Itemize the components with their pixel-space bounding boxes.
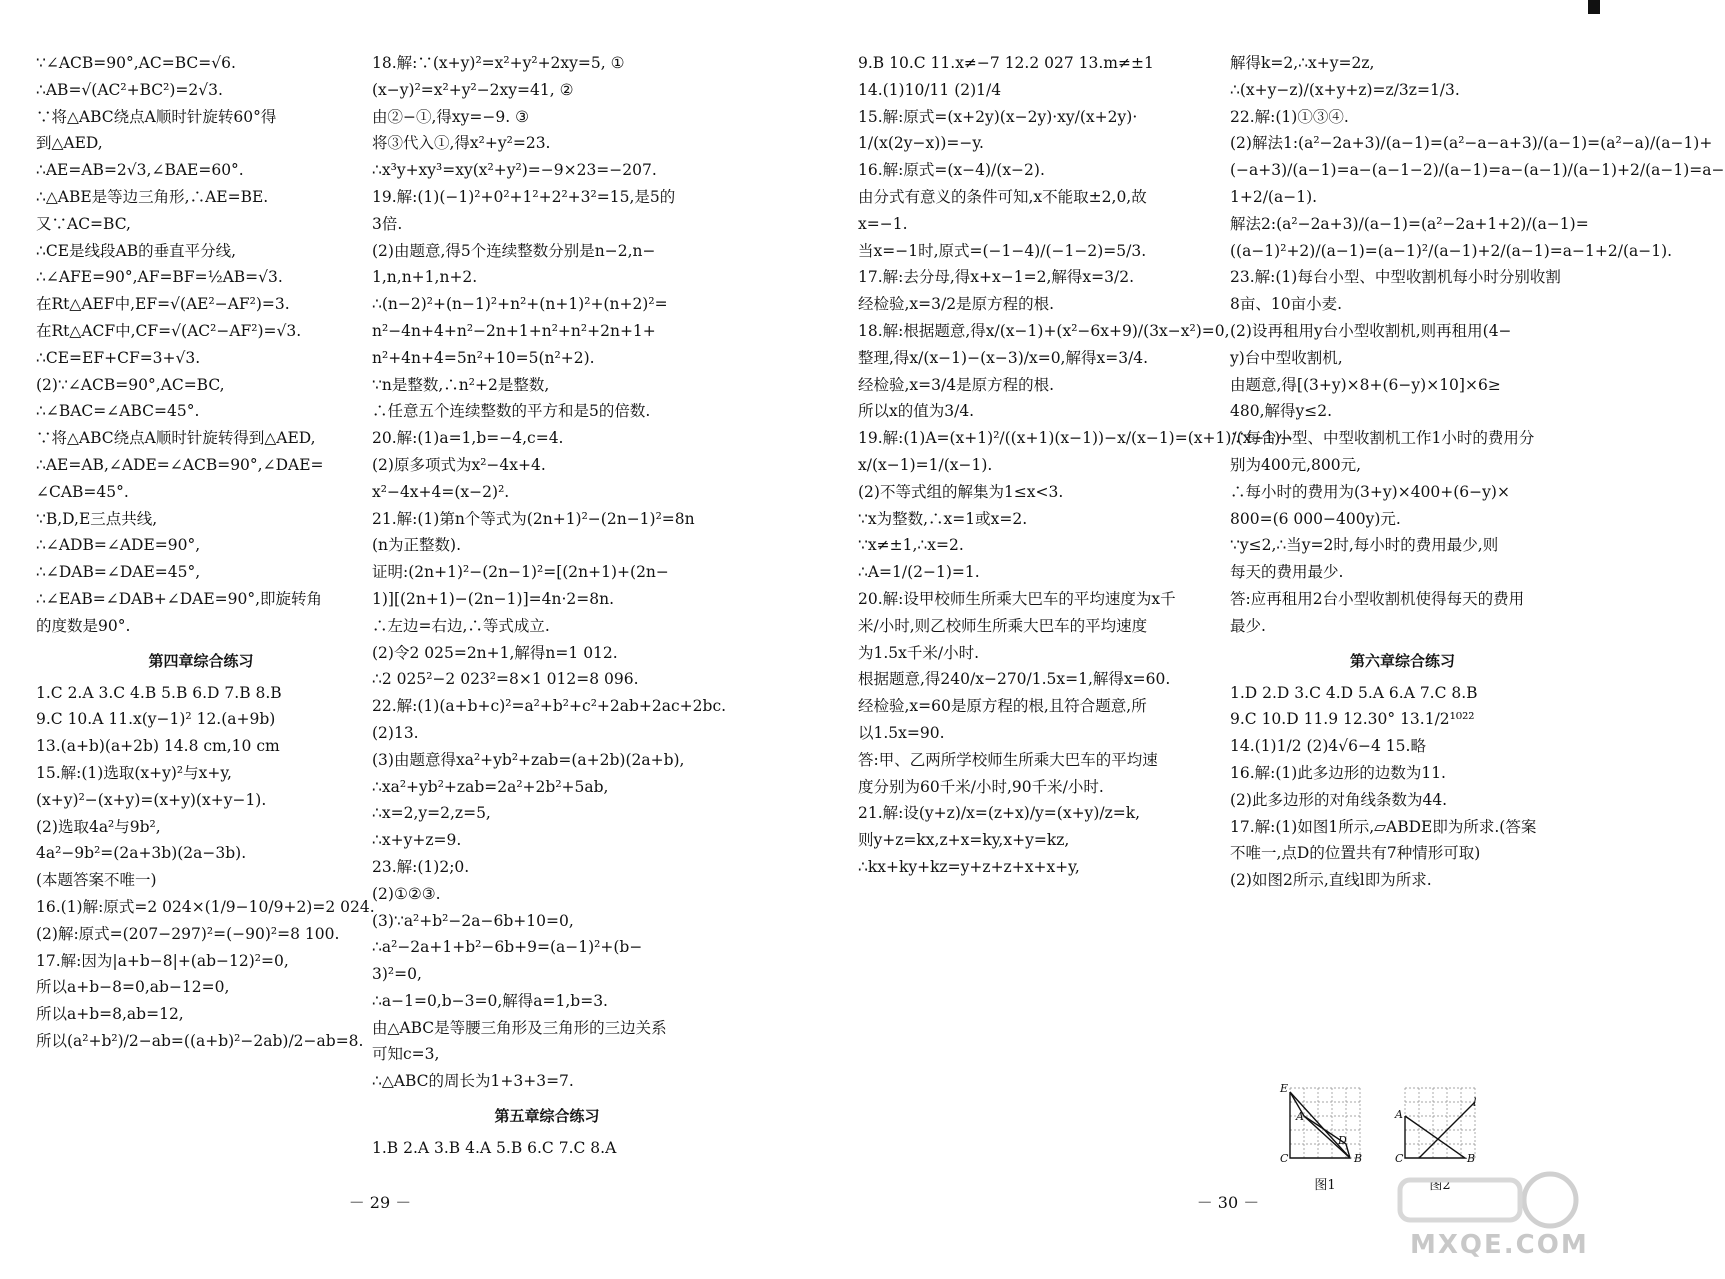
answer-line: 由②−①,得xy=−9. ③ [372, 107, 529, 126]
answer-line: ∴△ABC的周长为1+3+3=7. [372, 1072, 574, 1091]
answer-line: ∴xa²+yb²+zab=2a²+2b²+5ab, [372, 777, 609, 796]
answer-line: 20.解:(1)a=1,b=−4,c=4. [372, 429, 564, 448]
answer-line: ∵∠ACB=90°,AC=BC=√6. [36, 54, 236, 72]
answer-line: 9.B 10.C 11.x≠−7 12.2 027 13.m≠±1 [858, 54, 1154, 72]
answer-line: (2)①②③. [372, 884, 441, 903]
answer-line: 米/小时,则乙校师生所乘大巴车的平均速度 [858, 616, 1148, 635]
column-1 [36, 50, 375, 1055]
answer-line: x/(x−1)=1/(x−1). [858, 455, 993, 474]
figure-1 [1280, 1080, 1370, 1193]
answer-line: 经检验,x=3/2是原方程的根. [858, 295, 1055, 314]
answer-line: (2)解法1:(a²−2a+3)/(a−1)=(a²−a−a+3)/(a−1)=(a²−a)/(a−1)+ [1230, 134, 1713, 153]
answer-line: ∴x=2,y=2,z=5, [372, 804, 491, 823]
answer-line: ∵x≠±1,∴x=2. [858, 536, 964, 555]
answer-line: 证明:(2n+1)²−(2n−1)²=[(2n+1)+(2n− [372, 563, 669, 582]
answer-line: ∴CE是线段AB的垂直平分线, [36, 241, 237, 260]
answer-line: 1/(x(2y−x))=−y. [858, 134, 984, 153]
answer-line: 经检验,x=3/4是原方程的根. [858, 375, 1055, 394]
answer-line: 15.解:(1)选取(x+y)²与x+y, [36, 763, 232, 782]
answer-line: 9.C 10.A 11.x(y−1)² 12.(a+9b) [36, 710, 276, 729]
answer-line: ∴∠EAB=∠DAB+∠DAE=90°,即旋转角 [36, 589, 323, 608]
answer-line: ∴△ABE是等边三角形,∴AE=BE. [36, 187, 269, 206]
answer-line: (3)由题意得xa²+yb²+zab=(a+2b)(2a+b), [372, 750, 685, 769]
answer-line: ∴左边=右边,∴等式成立. [372, 616, 550, 635]
answer-line: 1.C 2.A 3.C 4.B 5.B 6.D 7.B 8.B [36, 683, 282, 702]
answer-line: 所以(a²+b²)/2−ab=((a+b)²−2ab)/2−ab=8. [36, 1031, 364, 1050]
answer-line: (x+y)²−(x+y)=(x+y)(x+y−1). [36, 790, 267, 809]
answer-line: 22.解:(1)(a+b+c)²=a²+b²+c²+2ab+2ac+2bc. [372, 697, 727, 716]
answer-line: (2)∵∠ACB=90°,AC=BC, [36, 375, 225, 394]
answer-line: 所以a+b=8,ab=12, [36, 1005, 184, 1024]
watermark-text: MXQE.COM [1410, 1230, 1589, 1260]
answer-line: 所以a+b−8=0,ab−12=0, [36, 978, 230, 997]
answer-line: ∵将△ABC绕点A顺时针旋转得到△AED, [36, 429, 316, 448]
page-number-right: － 30 － [1196, 1193, 1260, 1212]
answer-line: ∴每小时的费用为(3+y)×400+(6−y)× [1230, 482, 1510, 501]
answer-line: x²−4x+4=(x−2)². [372, 482, 510, 501]
figure-1-caption: 图1 [1314, 1178, 1336, 1193]
answer-line: (2)原多项式为x²−4x+4. [372, 455, 546, 474]
answer-line: 16.(1)解:原式=2 024×(1/9−10/9+2)=2 024. [36, 897, 375, 916]
column-2 [372, 50, 727, 1162]
fig1-label-d: D [1338, 1134, 1347, 1147]
page-number-left: － 29 － [348, 1193, 412, 1212]
answer-line: 20.解:设甲校师生所乘大巴车的平均速度为x千 [858, 589, 1176, 608]
answer-line: (2)解:原式=(207−297)²=(−90)²=8 100. [36, 924, 340, 943]
answer-line: n²−4n+4+n²−2n+1+n²+n²+2n+1+ [372, 321, 656, 340]
answer-line: 由分式有意义的条件可知,x不能取±2,0,故 [858, 187, 1147, 206]
answer-line: 1)][(2n+1)−(2n−1)]=4n·2=8n. [372, 589, 614, 608]
answer-line: 1.D 2.D 3.C 4.D 5.A 6.A 7.C 8.B [1230, 683, 1478, 702]
answer-line: 在Rt△AEF中,EF=√(AE²−AF²)=3. [36, 295, 290, 314]
answer-line: 当x=−1时,原式=(−1−4)/(−1−2)=5/3. [858, 241, 1147, 260]
answer-line: ∴∠DAB=∠DAE=45°, [36, 563, 201, 582]
figure-2-caption: 图2 [1429, 1178, 1451, 1193]
answer-line: ∵每台小型、中型收割机工作1小时的费用分 [1230, 429, 1535, 448]
answer-line: 解法2:(a²−2a+3)/(a−1)=(a²−2a+1+2)/(a−1)= [1230, 214, 1589, 233]
fig2-label-l: l [1473, 1096, 1477, 1109]
answer-line: 解得k=2,∴x+y=2z, [1230, 54, 1375, 72]
answer-line: 1.B 2.A 3.B 4.A 5.B 6.C 7.C 8.A [372, 1139, 617, 1158]
fig1-label-e: E [1280, 1082, 1289, 1095]
answer-line: ∴CE=EF+CF=3+√3. [36, 348, 201, 367]
answer-line: 14.(1)1/2 (2)4√6−4 15.略 [1230, 737, 1426, 756]
answer-line: ∴a−1=0,b−3=0,解得a=1,b=3. [372, 991, 608, 1010]
answer-line: ∠CAB=45°. [36, 482, 129, 501]
fig1-label-a: A [1296, 1110, 1304, 1123]
answer-line: 19.解:(1)A=(x+1)²/((x+1)(x−1))−x/(x−1)=(x+1)/(x−1)− [858, 429, 1294, 448]
fig2-label-c: C [1395, 1152, 1404, 1165]
answer-line: ∴AE=AB=2√3,∠BAE=60°. [36, 161, 244, 180]
answer-line: 1,n,n+1,n+2. [372, 268, 478, 287]
answer-line: (n为正整数). [372, 536, 462, 555]
answer-line: 3倍. [372, 214, 403, 233]
answer-line: ∵y≤2,∴当y=2时,每小时的费用最少,则 [1230, 536, 1499, 555]
chapter-heading: 第六章综合练习 [1349, 651, 1455, 670]
answer-line: (2)此多边形的对角线条数为44. [1230, 790, 1448, 809]
answer-line: 15.解:原式=(x+2y)(x−2y)·xy/(x+2y)· [858, 107, 1138, 126]
answer-line: 则y+z=kx,z+x=ky,x+y=kz, [858, 831, 1070, 850]
answer-line: 将③代入①,得x²+y²=23. [372, 134, 551, 153]
answer-line: ∴∠ADB=∠ADE=90°, [36, 536, 201, 555]
answer-line: (−a+3)/(a−1)=a−(a−1−2)/(a−1)=a−(a−1)/(a−1)+2/(a−1)=a− [1230, 161, 1725, 180]
answer-line: 13.(a+b)(a+2b) 14.8 cm,10 cm [36, 737, 280, 756]
answer-line: 可知c=3, [372, 1045, 440, 1064]
answer-line: ∴x³y+xy³=xy(x²+y²)=−9×23=−207. [372, 161, 657, 180]
answer-line: 答:甲、乙两所学校师生所乘大巴车的平均速 [858, 750, 1158, 769]
answer-line: (x−y)²=x²+y²−2xy=41, ② [372, 80, 574, 99]
answer-line: 所以x的值为3/4. [858, 402, 975, 421]
corner-mark [1588, 0, 1600, 14]
answer-line: 由△ABC是等腰三角形及三角形的三边关系 [372, 1018, 667, 1037]
answer-line: ∴(x+y−z)/(x+y+z)=z/3z=1/3. [1230, 80, 1460, 99]
answer-line: ∴a²−2a+1+b²−6b+9=(a−1)²+(b− [372, 938, 643, 957]
figure-2 [1395, 1080, 1485, 1193]
answer-line: ∴∠AFE=90°,AF=BF=½AB=√3. [36, 268, 283, 287]
answer-line: 以1.5x=90. [858, 723, 945, 742]
fig2-label-b: B [1467, 1152, 1476, 1165]
answer-line: 别为400元,800元, [1230, 455, 1362, 474]
answer-line: 整理,得x/(x−1)−(x−3)/x=0,解得x=3/4. [858, 348, 1149, 367]
answer-line: 经检验,x=60是原方程的根,且符合题意,所 [858, 697, 1147, 716]
answer-line: (2)令2 025=2n+1,解得n=1 012. [372, 643, 618, 662]
answer-line: ∵n是整数,∴n²+2是整数, [372, 375, 550, 394]
answer-line: ∴A=1/(2−1)=1. [858, 563, 980, 582]
watermark [1380, 1170, 1590, 1270]
answer-line: 18.解:根据题意,得x/(x−1)+(x²−6x+9)/(3x−x²)=0, [858, 321, 1230, 340]
answer-line: n²+4n+4=5n²+10=5(n²+2). [372, 348, 595, 367]
answer-line: 17.解:因为|a+b−8|+(ab−12)²=0, [36, 951, 289, 970]
answer-line: (3)∵a²+b²−2a−6b+10=0, [372, 911, 574, 930]
fig1-label-c: C [1280, 1152, 1289, 1165]
answer-line: 14.(1)10/11 (2)1/4 [858, 80, 1002, 99]
answer-line: ∴AB=√(AC²+BC²)=2√3. [36, 80, 223, 99]
answer-line: (2)不等式组的解集为1≤x<3. [858, 482, 1064, 501]
answer-line: 23.解:(1)每台小型、中型收割机每小时分别收割 [1230, 268, 1561, 287]
answer-line: 4a²−9b²=(2a+3b)(2a−3b). [36, 844, 247, 863]
answer-line: 17.解:去分母,得x+x−1=2,解得x=3/2. [858, 268, 1134, 287]
answer-line: 度分别为60千米/小时,90千米/小时. [858, 777, 1104, 796]
answer-line: 21.解:(1)第n个等式为(2n+1)²−(2n−1)²=8n [372, 509, 695, 528]
answer-line: ∵B,D,E三点共线, [36, 509, 158, 528]
answer-line: 8亩、10亩小麦. [1230, 295, 1343, 314]
answer-line: ∴AE=AB,∠ADE=∠ACB=90°,∠DAE= [36, 455, 324, 474]
watermark-logo-icon [1380, 1170, 1580, 1230]
answer-line: ∴任意五个连续整数的平方和是5的倍数. [372, 402, 651, 421]
answer-line: 答:应再租用2台小型收割机使得每天的费用 [1230, 589, 1525, 608]
answer-line: 21.解:设(y+z)/x=(z+x)/y=(x+y)/z=k, [858, 804, 1141, 823]
answer-line: 的度数是90°. [36, 616, 131, 635]
answer-line: 17.解:(1)如图1所示,▱ABDE即为所求.(答案 [1230, 817, 1537, 836]
answer-line: ∴∠BAC=∠ABC=45°. [36, 402, 200, 421]
answer-line: (2)由题意,得5个连续整数分别是n−2,n− [372, 241, 656, 260]
answer-line: ∴kx+ky+kz=y+z+z+x+x+y, [858, 857, 1080, 876]
answer-line: 又∵AC=BC, [36, 214, 131, 233]
answer-line: 由题意,得[(3+y)×8+(6−y)×10]×6≥ [1230, 375, 1501, 394]
answer-line: 为1.5x千米/小时. [858, 643, 980, 662]
answer-line: ((a−1)²+2)/(a−1)=(a−1)²/(a−1)+2/(a−1)=a−1+2/(a−1). [1230, 241, 1673, 260]
right-page [840, 0, 1725, 1279]
answer-line: (2)13. [372, 723, 419, 742]
answer-line: 480,解得y≤2. [1230, 402, 1333, 421]
fig1-label-b: B [1354, 1152, 1363, 1165]
answer-line: x=−1. [858, 214, 908, 233]
answer-line: 16.解:原式=(x−4)/(x−2). [858, 161, 1045, 180]
answer-line: ∴(n−2)²+(n−1)²+n²+(n+1)²+(n+2)²= [372, 295, 668, 314]
answer-line: 19.解:(1)(−1)²+0²+1²+2²+3²=15,是5的 [372, 187, 676, 206]
answer-line: 最少. [1230, 616, 1266, 635]
fig2-label-a: A [1395, 1108, 1403, 1121]
answer-line: (2)选取4a²与9b², [36, 817, 161, 836]
answer-line: 到△AED, [36, 134, 103, 153]
left-page [0, 0, 760, 1279]
answer-line: 不唯一,点D的位置共有7种情形可取) [1230, 844, 1481, 863]
answer-line: (2)设再租用y台小型收割机,则再租用(4− [1230, 321, 1512, 340]
answer-line: 16.解:(1)此多边形的边数为11. [1230, 763, 1446, 782]
answer-line: 9.C 10.D 11.9 12.30° 13.1/2¹⁰²² [1230, 710, 1475, 729]
chapter-heading: 第四章综合练习 [148, 651, 254, 670]
answer-line: 1+2/(a−1). [1230, 187, 1318, 206]
answer-line: 23.解:(1)2;0. [372, 857, 470, 876]
chapter-heading: 第五章综合练习 [494, 1107, 600, 1126]
answer-line: ∴2 025²−2 023²=8×1 012=8 096. [372, 670, 639, 689]
answer-line: ∵x为整数,∴x=1或x=2. [858, 509, 1028, 528]
answer-line: 每天的费用最少. [1230, 563, 1344, 582]
column-4 [1230, 50, 1725, 894]
answer-line: (2)如图2所示,直线l即为所求. [1230, 871, 1432, 890]
answer-line: 3)²=0, [372, 965, 422, 984]
answer-line: y)台中型收割机, [1230, 348, 1343, 367]
answer-line: 在Rt△ACF中,CF=√(AC²−AF²)=√3. [36, 321, 302, 340]
answer-line: ∴x+y+z=9. [372, 831, 462, 850]
answer-line: (本题答案不唯一) [36, 871, 157, 890]
answer-line: 根据题意,得240/x−270/1.5x=1,解得x=60. [858, 670, 1171, 689]
answer-line: 18.解:∵(x+y)²=x²+y²+2xy=5, ① [372, 54, 625, 72]
answer-line: 22.解:(1)①③④. [1230, 107, 1349, 126]
answer-line: 800=(6 000−400y)元. [1230, 509, 1401, 528]
answer-line: ∵将△ABC绕点A顺时针旋转60°得 [36, 107, 277, 126]
